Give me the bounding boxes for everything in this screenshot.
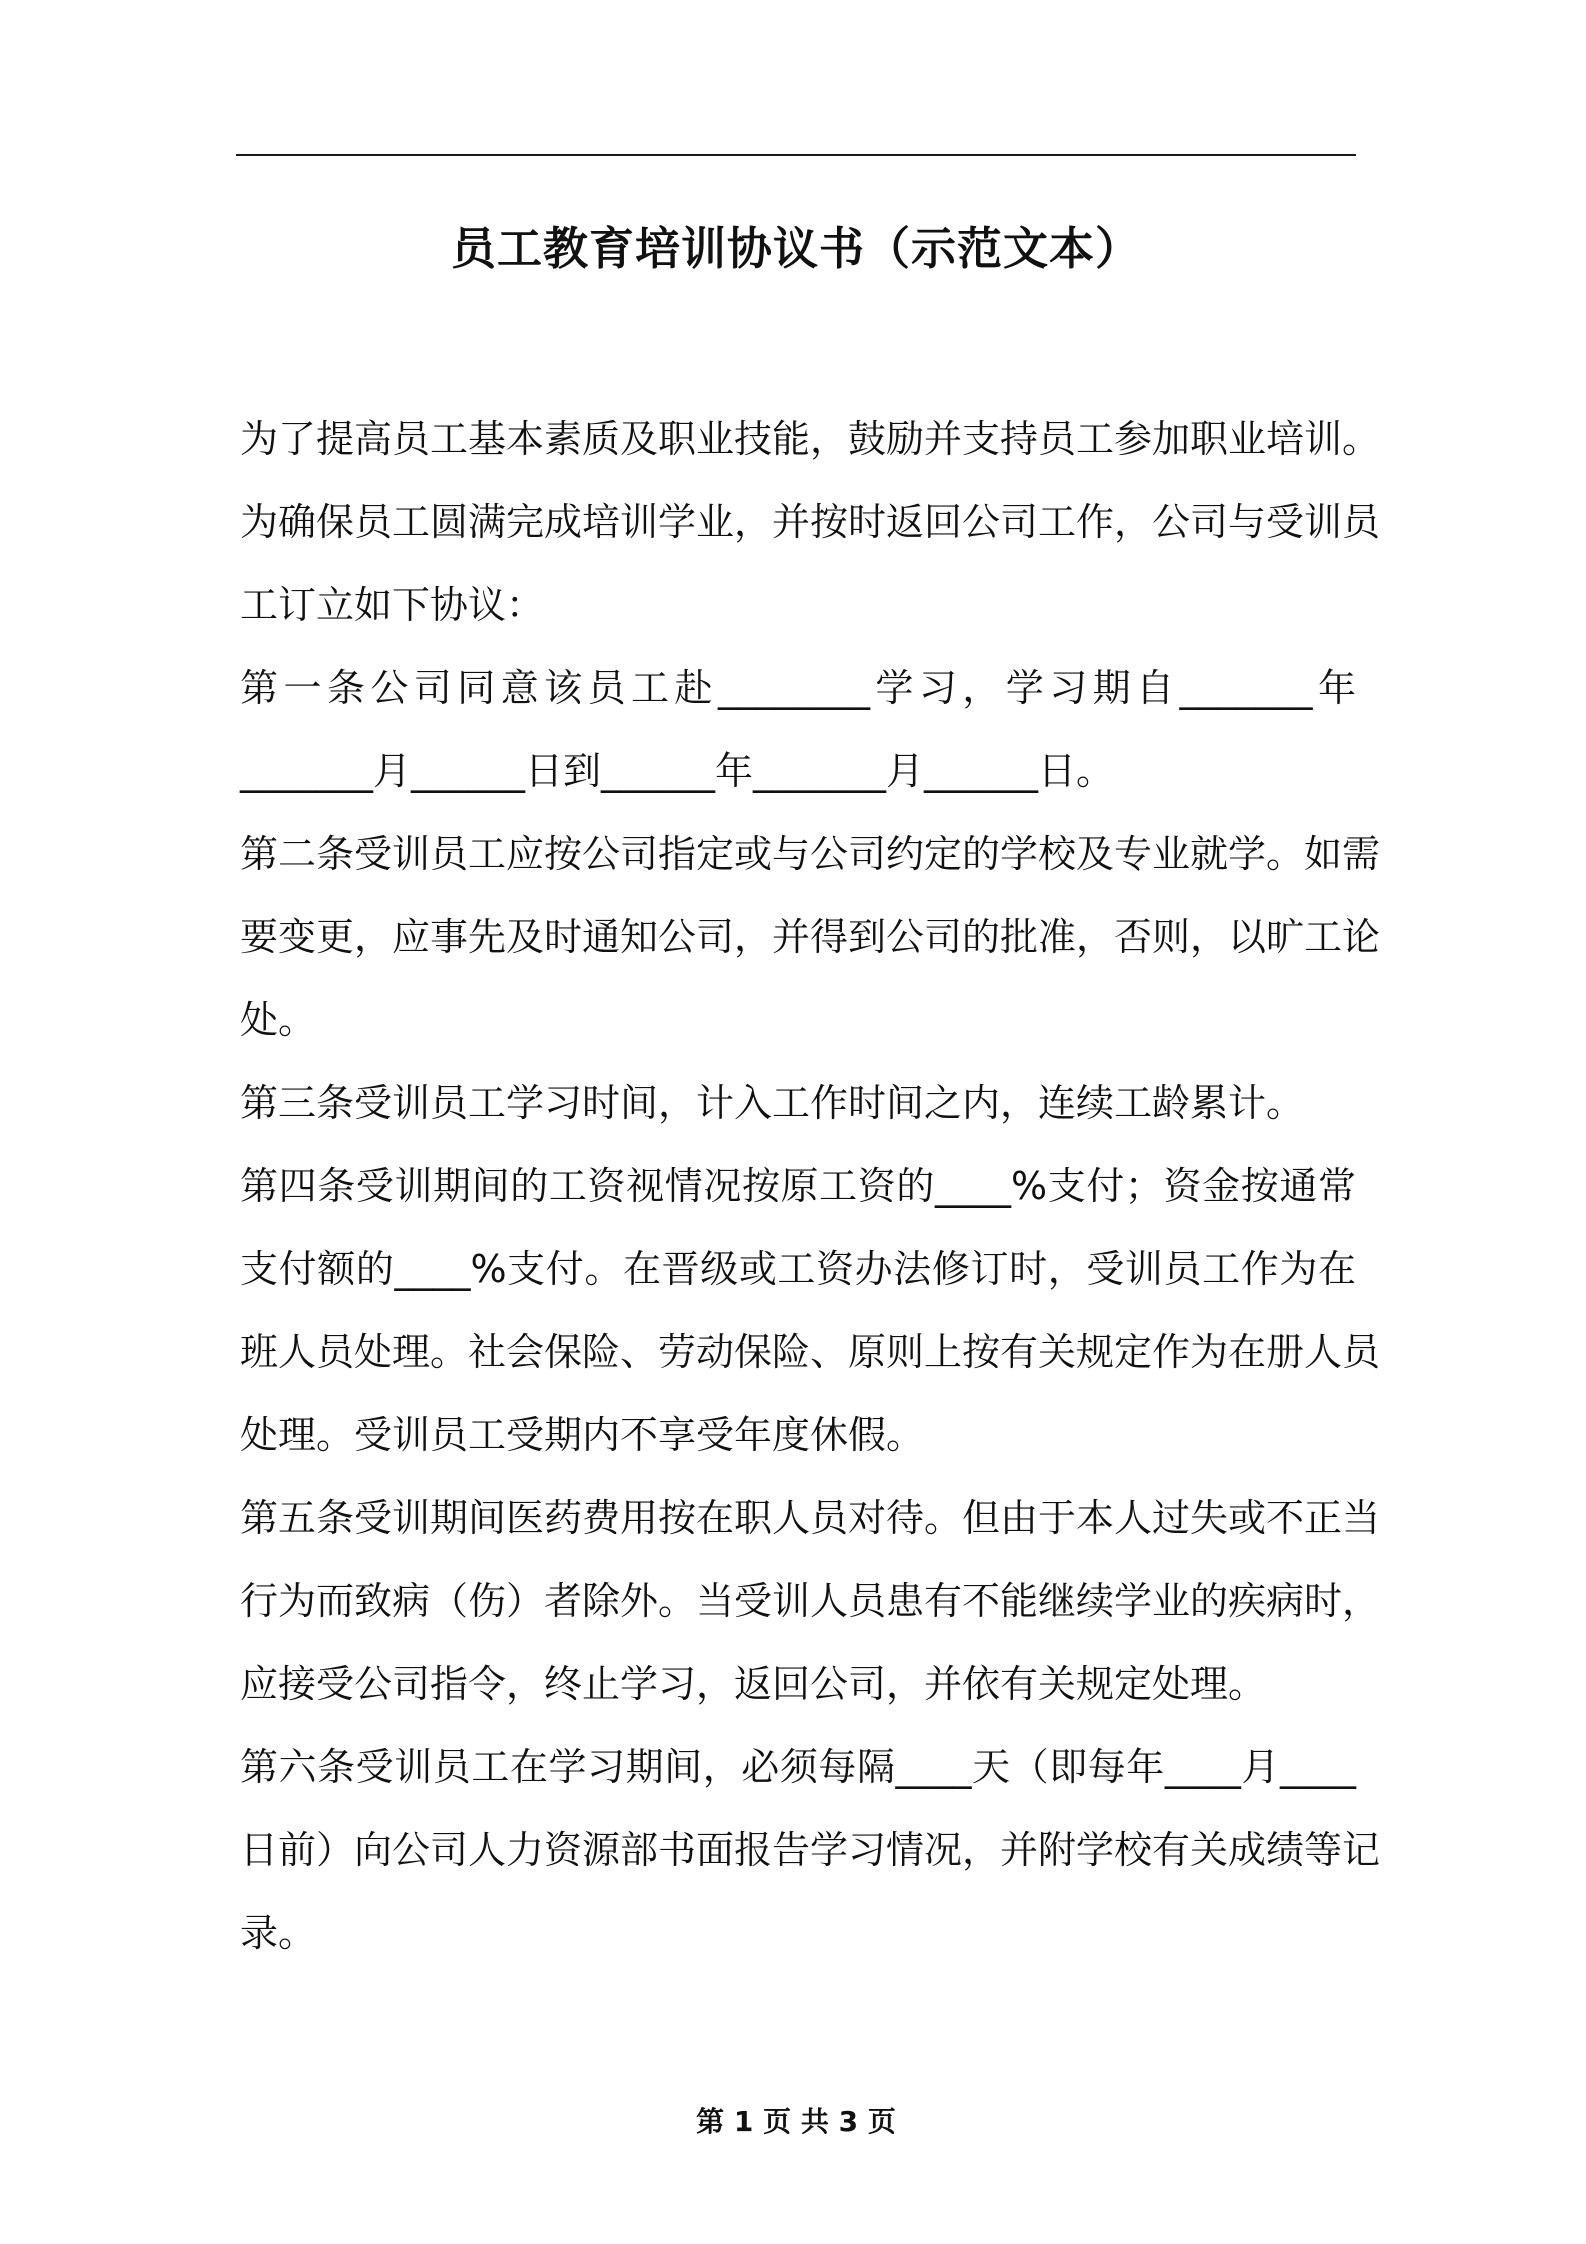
page-number: 第 1 页 共 3 页	[696, 2105, 896, 2138]
article-3-line: 第三条受训员工学习时间，计入工作时间之内，连续工龄累计。	[240, 1081, 1305, 1125]
article-2-line: 处。	[240, 998, 317, 1042]
article-5-line: 行为而致病（伤）者除外。当受训人员患有不能继续学业的疾病时，	[240, 1579, 1381, 1623]
article-6-line: 日前）向公司人力资源部书面报告学习情况，并附学校有关成绩等记	[240, 1828, 1381, 1872]
article-6-line: 录。	[240, 1911, 317, 1955]
header-rule	[236, 154, 1356, 156]
article-1-line: _______月______日到______年_______月______日。	[240, 749, 1115, 793]
body-line: 工订立如下协议：	[240, 583, 545, 627]
document-body	[240, 398, 1381, 1975]
body-line: 为确保员工圆满完成培训学业，并按时返回公司工作，公司与受训员	[240, 500, 1381, 544]
article-4-line: 支付额的____%支付。在晋级或工资办法修订时，受训员工作为在	[240, 1247, 1356, 1291]
body-line: 为了提高员工基本素质及职业技能，鼓励并支持员工参加职业培训。	[240, 417, 1381, 461]
article-5-line: 第五条受训期间医药费用按在职人员对待。但由于本人过失或不正当	[240, 1496, 1381, 1540]
article-4-line: 第四条受训期间的工资视情况按原工资的____%支付；资金按通常	[240, 1164, 1356, 1208]
article-4-line: 班人员处理。社会保险、劳动保险、原则上按有关规定作为在册人员	[240, 1330, 1381, 1374]
article-4-line: 处理。受训员工受期内不享受年度休假。	[240, 1413, 925, 1457]
article-6-line: 第六条受训员工在学习期间，必须每隔____天（即每年____月____	[240, 1745, 1356, 1789]
article-2-line: 要变更，应事先及时通知公司，并得到公司的批准，否则，以旷工论	[240, 915, 1381, 959]
document-title: 员工教育培训协议书（示范文本）	[450, 222, 1141, 275]
article-2-line: 第二条受训员工应按公司指定或与公司约定的学校及专业就学。如需	[240, 832, 1381, 876]
article-5-line: 应接受公司指令，终止学习，返回公司，并依有关规定处理。	[240, 1662, 1267, 1706]
article-1-line: 第一条公司同意该员工赴________学习，学习期自_______年	[240, 666, 1356, 710]
